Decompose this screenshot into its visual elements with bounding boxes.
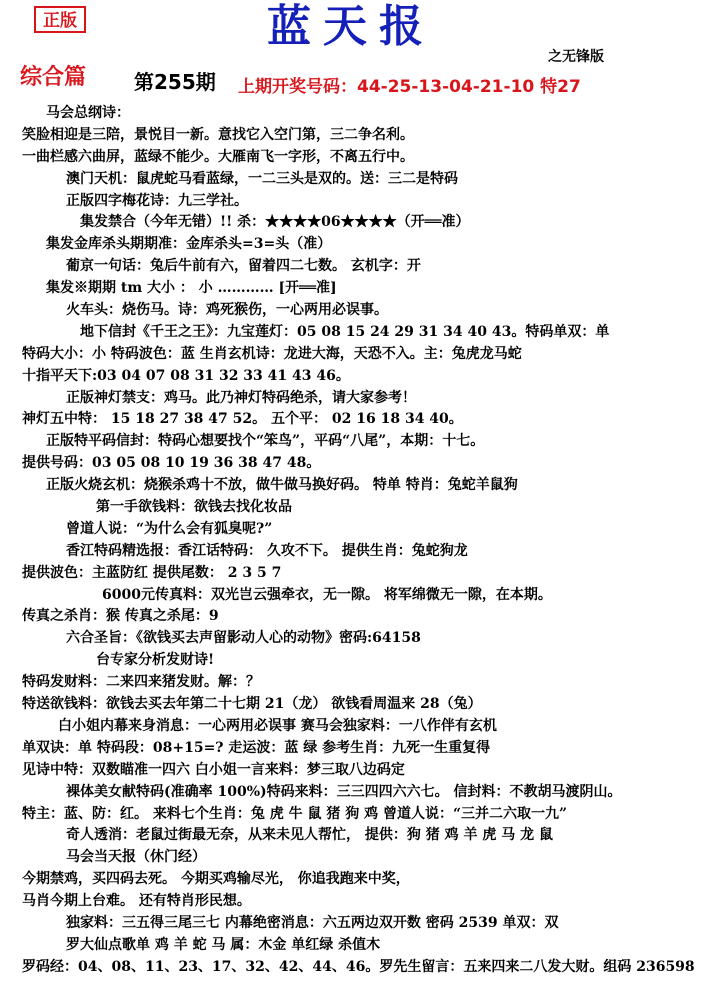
text-line: 单双诀：单 特码段：08+15=? 走运波：蓝 绿 参考生肖：九死一生重复得 — [22, 739, 491, 756]
text-line: 提供波色：主蓝防红 提供尾数： 2 3 5 7 — [22, 564, 282, 581]
text-line: 澳门天机：鼠虎蛇马看蓝绿，一二三头是双的。送：三二是特码 — [66, 170, 458, 187]
text-line: 特码发财料：二来四来猪发财。解：？ — [22, 674, 260, 691]
text-line: 十指平天下:03 04 07 08 31 32 33 41 43 46。 — [22, 367, 350, 384]
text-line: 传真之杀肖：猴 传真之杀尾：9 — [22, 608, 219, 625]
text-line: 马会总纲诗： — [46, 105, 130, 121]
newspaper-title: 蓝天报 — [267, 1, 435, 52]
text-line: 正版特平码信封：特码心想要找个“笨鸟”，平码“八尾”，本期：十七。 — [46, 433, 485, 450]
text-line: 独家料：三五得三尾三七 内幕绝密消息：六五两边双开数 密码 2539 单双：双 — [66, 914, 559, 931]
text-line: 特送欲钱料：欲钱去买去年第二十七期 21（龙） 欲钱看周温来 28（兔） — [22, 696, 482, 713]
text-line: 特码大小：小 特码波色：蓝 生肖玄机诗：龙进大海，天恐不入。主：兔虎龙马蛇 — [22, 345, 522, 362]
text-line: 火车头：烧伤马。诗：鸡死猴伤，一心两用必误事。 — [66, 302, 388, 319]
text-line: 正版四字梅花诗：九三学社。 — [66, 192, 248, 209]
text-line: 裸体美女献特码(准确率 100%)特码来料：三三四四六六七。 信封料：不教胡马渡阴山。 — [66, 783, 622, 800]
issue-number: 第255期 — [134, 70, 216, 94]
text-line: 曾道人说：“为什么会有狐臭呢?” — [66, 520, 273, 537]
text-line: 见诗中特：双数瞄准一四六 白小姐一言来料：梦三取八边码定 — [22, 761, 405, 778]
text-line: 地下信封《千王之王》：九宝莲灯：05 08 15 24 29 31 34 40 43。特码单双：单 — [80, 323, 610, 340]
text-line: 集发金库杀头期期准：金库杀头=3=头（准） — [46, 236, 332, 253]
section-label: 综合篇 — [20, 64, 87, 90]
text-line: 六合圣旨：《欲钱买去声留影动人心的动物》密码:64158 — [66, 630, 421, 647]
text-line: 笑脸相迎是三陪，景悦目一新。意找它入空门第，三二争名利。 — [22, 126, 414, 143]
edition-label: 之无锋版 — [548, 49, 604, 65]
text-line: 马肖今期上台难。 还有特肖形民想。 — [22, 893, 251, 910]
text-line: 第一手欲钱料：欲钱去找化妆品 — [96, 499, 292, 516]
text-line: 神灯五中特： 15 18 27 38 47 52。 五个平： 02 16 18 34 40。 — [22, 411, 463, 428]
authentic-badge: 正版 — [34, 6, 86, 33]
text-line: 正版火烧玄机：烧猴杀鸡十不放，做牛做马换好码。 特单 特肖：兔蛇羊鼠狗 — [46, 477, 518, 494]
text-line: 马会当天报（休门经） — [66, 849, 206, 866]
text-line: 集发禁合（今年无错）!! 杀：★★★★06★★★★（开══准） — [80, 214, 470, 231]
text-line: 台专家分析发财诗! — [96, 652, 215, 669]
text-line: 提供号码：03 05 08 10 19 36 38 47 48。 — [22, 455, 321, 472]
text-line: 白小姐内幕来身消息：一心两用必误事 赛马会独家料：一八作伴有玄机 — [58, 717, 497, 734]
text-line: 香江特码精选报：香江话特码： 久攻不下。 提供生肖：兔蛇狗龙 — [66, 542, 468, 559]
text-line: 特主：蓝、防：红。 来料七个生肖：兔 虎 牛 鼠 猪 狗 鸡 曾道人说：“三并二六取一九” — [22, 805, 568, 822]
text-line: 奇人透消：老鼠过街最无奈，从来未见人帮忙， 提供：狗 猪 鸡 羊 虎 马 龙 鼠 — [66, 827, 553, 844]
article-body — [0, 103, 702, 979]
text-line: 今期禁鸡，买四码去死。 今期买鸡输尽光， 你追我跑来中奖， — [22, 871, 410, 888]
text-line: 6000元传真料：双光岂云强牵衣，无一隙。 将军绵微无一隙，在本期。 — [102, 586, 552, 603]
text-line: 罗大仙点歌单 鸡 羊 蛇 马 属：木金 单红绿 杀值木 — [66, 936, 381, 953]
last-draw-numbers: 上期开奖号码：44-25-13-04-21-10 特27 — [238, 77, 581, 97]
text-line: 集发※期期 tm 大小 ： 小 ………… [开══准] — [46, 280, 337, 297]
text-line: 正版神灯禁支：鸡马。此乃神灯特码绝杀，请大家参考！ — [66, 389, 416, 406]
text-line: 罗码经：04、08、11、23、17、32、42、44、46。罗先生留言：五来四来二八发大财。组码 236598 — [22, 958, 695, 975]
text-line: 葡京一句话：兔后牛前有六，留着四二七数。 玄机字：开 — [66, 258, 421, 275]
text-line: 一曲栏感六曲屏，蓝绿不能少。大雁南飞一字形，不离五行中。 — [22, 148, 414, 165]
